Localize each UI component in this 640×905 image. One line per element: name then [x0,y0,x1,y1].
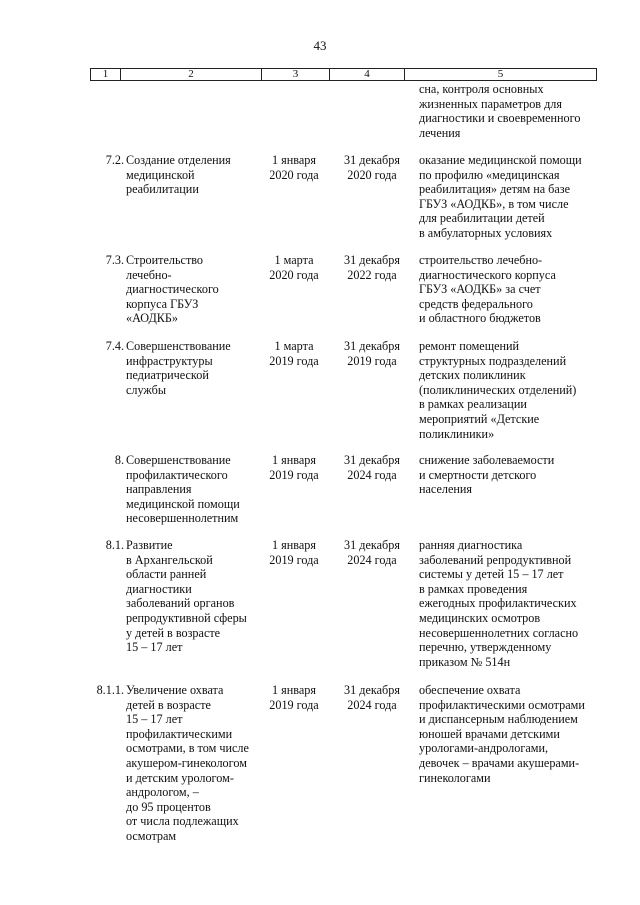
header-col-4: 4 [330,69,405,80]
header-col-1: 1 [91,69,121,80]
row-start-date: 1 января 2020 года [269,153,319,182]
row-end-date: 31 декабря 2019 года [344,339,400,368]
row-start-date: 1 января 2019 года [269,683,319,712]
page-number: 43 [313,38,327,53]
row-number: 8.1. [105,538,124,552]
row-end-date: 31 декабря 2024 года [344,683,400,712]
row-number: 8. [114,453,124,467]
row-result: снижение заболеваемости и смертности детского населения [419,453,555,497]
row-number: 7.2. [105,153,124,167]
row-result: оказание медицинской помощи по профилю «медицинская реабилитация» детям на базе ГБУЗ «АОДКБ», в том числе для реабилитации детей в амбулаторных условиях [419,153,582,240]
header-col-2: 2 [121,69,262,80]
row-number: 8.1.1. [96,683,124,697]
row-end-date: 31 декабря 2024 года [344,538,400,567]
row-result: обеспечение охвата профилактическими осмотрами и диспансерным наблюдением юношей врачами детскими урологами-андрологами, девочек – врачами акушерами- гинекологами [419,683,585,785]
header-col-5: 5 [497,68,504,80]
row-measure-name: Совершенствование профилактического направления медицинской помощи несовершеннолетним [126,453,240,526]
continued-result-text: сна, контроля основных жизненных параметров для диагностики и своевременного лечения [419,82,581,140]
row-measure-name: Совершенствование инфраструктуры педиатрической службы [126,339,231,397]
row-number: 7.3. [105,253,124,267]
row-end-date: 31 декабря 2020 года [344,153,400,182]
row-result: строительство лечебно- диагностического корпуса ГБУЗ «АОДКБ» за счет средств федерального и областного бюджетов [419,253,556,326]
row-start-date: 1 марта 2019 года [269,339,319,368]
row-end-date: 31 декабря 2022 года [344,253,400,282]
row-start-date: 1 марта 2020 года [269,253,319,282]
row-measure-name: Развитие в Архангельской области ранней диагностики заболеваний органов репродуктивной сферы у детей в возрасте 15 – 17 лет [126,538,247,655]
row-end-date: 31 декабря 2024 года [344,453,400,482]
row-measure-name: Создание отделения медицинской реабилитации [126,153,231,197]
row-start-date: 1 января 2019 года [269,538,319,567]
row-start-date: 1 января 2019 года [269,453,319,482]
header-col-3: 3 [262,69,330,80]
row-number: 7.4. [105,339,124,353]
row-result: ранняя диагностика заболеваний репродуктивной системы у детей 15 – 17 лет в рамках проведения ежегодных профилактических медицинских осмотров несовершеннолетних согласно перечню, утвержденному приказом № 514н [419,538,579,669]
row-result: ремонт помещений структурных подразделений детских поликлиник (поликлинических отделений) в рамках реализации мероприятий «Детские поликлиники» [419,339,577,441]
table-header-row [90,68,597,81]
row-measure-name: Строительство лечебно- диагностического корпуса ГБУЗ «АОДКБ» [126,253,219,326]
row-measure-name: Увеличение охвата детей в возрасте 15 – 17 лет профилактическими осмотрами, в том числе акушером-гинекологом и детским урологом- андрологом, – до 95 процентов от числа подлежащих осмотрам [126,683,249,843]
